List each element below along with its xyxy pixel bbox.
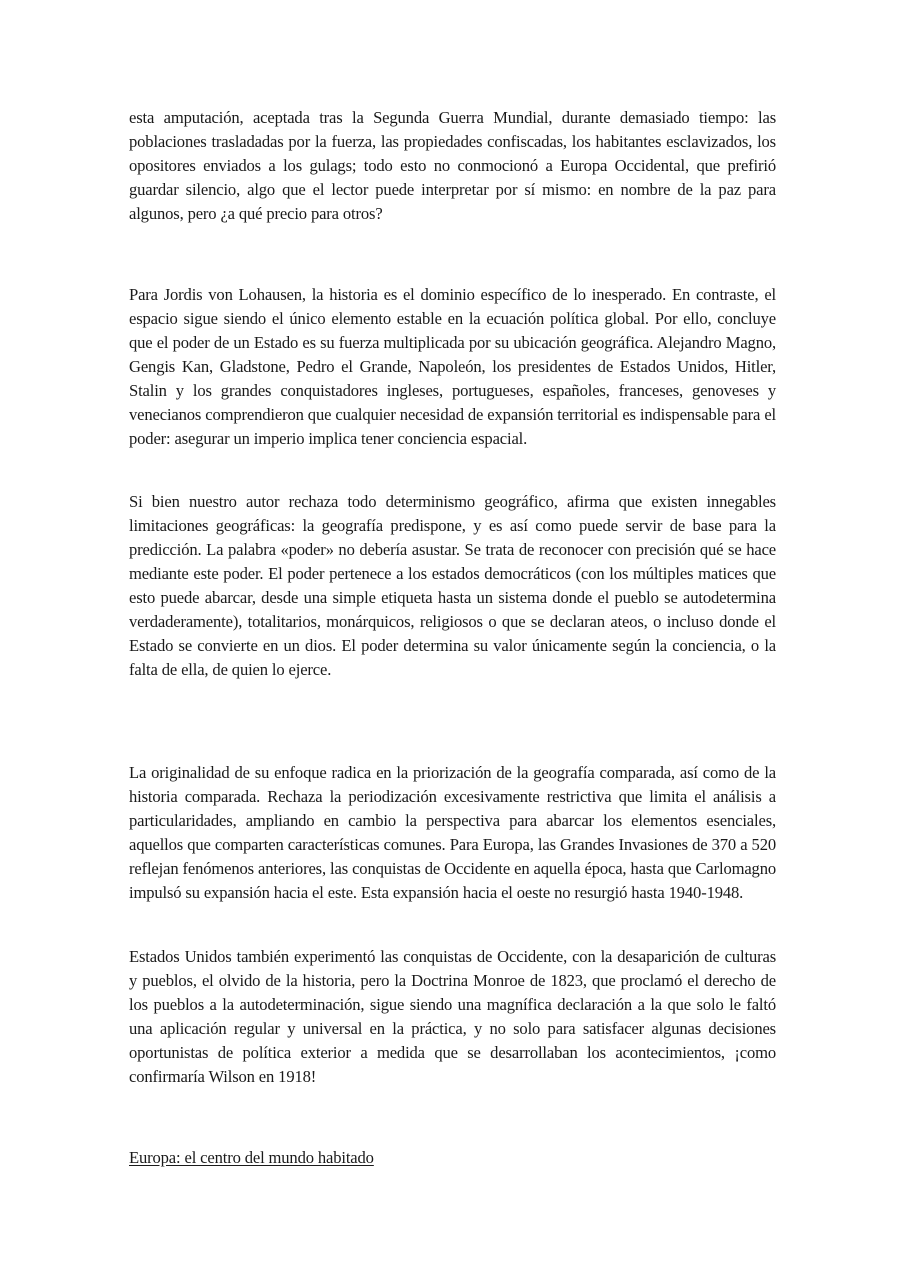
paragraph-estados-unidos: Estados Unidos también experimentó las conquistas de Occidente, con la desaparición de culturas y pueblos, el olvido de la historia, pero la Doctrina Monroe de 1823, que proclamó el derecho de los pueblos a la autodeterminación, sigue siendo una magnífica declaración a la que solo le faltó una aplicación regular y universal en la práctica, y no solo para satisfacer algunas decisiones oportunistas de política exterior a medida que se desarrollaban los acontecimientos, ¡como confirmaría Wilson en 1918!	[129, 947, 776, 1086]
paragraph-originalidad: La originalidad de su enfoque radica en la priorización de la geografía comparada, así como de la historia comparada. Rechaza la periodización excesivamente restrictiva que limita el análisis a particularidades, ampliando en cambio la perspectiva para abarcar los elementos esenciales, aquellos que comparten características comunes. Para Europa, las Grandes Invasiones de 370 a 520 reflejan fenómenos anteriores, las conquistas de Occidente en aquella época, hasta que Carlomagno impulsó su expansión hacia el este. Esta expansión hacia el oeste no resurgió hasta 1940-1948.	[129, 763, 776, 902]
paragraph-determinismo: Si bien nuestro autor rechaza todo determinismo geográfico, afirma que existen innegables limitaciones geográficas: la geografía predispone, y es así como puede servir de base para la predicción. La palabra «poder» no debería asustar. Se trata de reconocer con precisión qué se hace mediante este poder. El poder pertenece a los estados democráticos (con los múltiples matices que esto puede abarcar, desde una simple etiqueta hasta un sistema donde el pueblo se autodetermina verdaderamente), totalitarios, monárquicos, religiosos o que se declaran ateos, o incluso donde el Estado se convierte en un dios. El poder determina su valor únicamente según la conciencia, o la falta de ella, de quien lo ejerce.	[129, 492, 776, 679]
paragraph-lohausen: Para Jordis von Lohausen, la historia es el dominio específico de lo inesperado. En contraste, el espacio sigue siendo el único elemento estable en la ecuación política global. Por ello, concluye que el poder de un Estado es su fuerza multiplicada por su ubicación geográfica. Alejandro Magno, Gengis Kan, Gladstone, Pedro el Grande, Napoleón, los presidentes de Estados Unidos, Hitler, Stalin y los grandes conquistadores ingleses, portugueses, españoles, franceses, genoveses y venecianos comprendieron que cualquier necesidad de expansión territorial es indispensable para el poder: asegurar un imperio implica tener conciencia espacial.	[129, 285, 776, 448]
section-heading: Europa: el centro del mundo habitado	[129, 1148, 374, 1167]
paragraph-amputacion: esta amputación, aceptada tras la Segunda Guerra Mundial, durante demasiado tiempo: las poblaciones trasladadas por la fuerza, las propiedades confiscadas, los habitantes esclavizados, los opositores enviados a los gulags; todo esto no conmocionó a Europa Occidental, que prefirió guardar silencio, algo que el lector puede interpretar por sí mismo: en nombre de la paz para algunos, pero ¿a qué precio para otros?	[129, 108, 776, 223]
